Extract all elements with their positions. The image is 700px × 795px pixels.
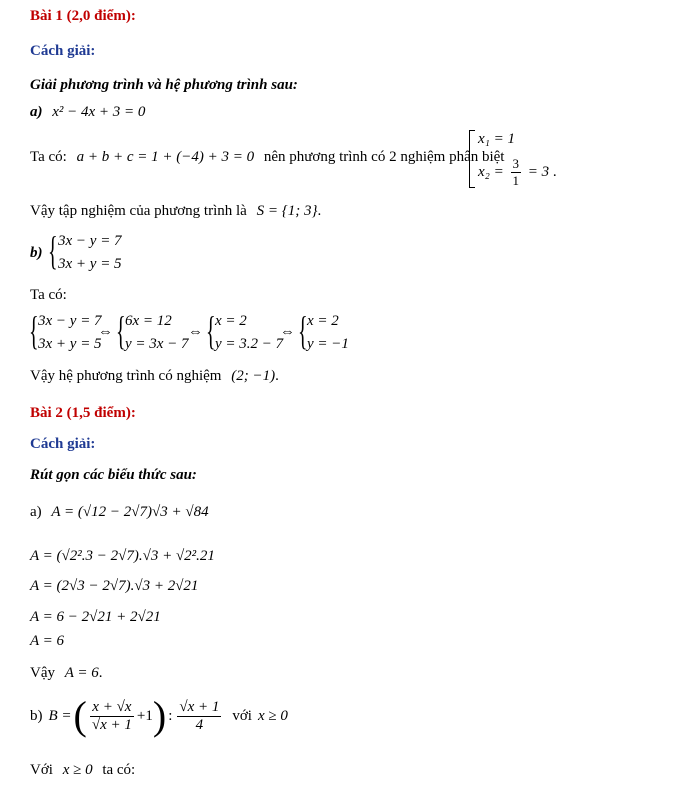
solution-set-text: Vậy tập nghiệm của phương trình là bbox=[30, 203, 247, 219]
chain3-eq1: x = 2 bbox=[215, 313, 247, 329]
step-3: A = 6 − 2√21 + 2√21 bbox=[30, 609, 161, 625]
bai2-final-line bbox=[30, 762, 135, 779]
chain-brace-1: { bbox=[29, 308, 39, 353]
chain2-eq2: y = 3x − 7 bbox=[125, 336, 189, 352]
fraction-numerator: √x + 1 bbox=[179, 698, 220, 715]
b-rhs-fraction bbox=[177, 699, 221, 734]
conclusion-value: A = 6 bbox=[64, 665, 99, 681]
bai2-conclusion bbox=[30, 665, 103, 682]
part-a-label: a) bbox=[30, 504, 42, 520]
chain2-eq1: 6x = 12 bbox=[125, 313, 172, 329]
root-2-lhs: x₂ = bbox=[478, 163, 504, 180]
equivalence-arrow-3: ⇔ bbox=[280, 324, 295, 340]
roots-bracket bbox=[469, 130, 475, 188]
taco-label: Ta có: bbox=[30, 149, 67, 165]
expression-a: A = (√12 − 2√7)√3 + √84 bbox=[51, 504, 209, 520]
bai1-discriminant-line bbox=[30, 149, 504, 166]
b-lhs: B = bbox=[48, 707, 72, 724]
fraction-denominator: √x + 1 bbox=[91, 716, 132, 733]
equation-a: x² − 4x + 3 = 0 bbox=[52, 104, 146, 120]
period: . bbox=[98, 665, 103, 681]
part-b-label: b) bbox=[30, 245, 43, 261]
final-text: Với bbox=[30, 762, 53, 778]
fraction-denominator: 4 bbox=[195, 716, 204, 733]
chain-brace-3: { bbox=[206, 308, 216, 353]
system-b-eq2: 3x + y = 5 bbox=[58, 256, 122, 272]
bai2-method-label: Cách giải: bbox=[30, 436, 96, 452]
root-2-period: . bbox=[552, 163, 557, 180]
part-b-label: b) bbox=[30, 707, 43, 724]
division-sign: : bbox=[168, 707, 173, 724]
condition-text: với bbox=[232, 707, 252, 724]
b-inner-fraction bbox=[90, 699, 134, 734]
chain1-eq1: 3x − y = 7 bbox=[38, 313, 102, 329]
left-paren: ( bbox=[73, 693, 87, 738]
bai1-method-label: Cách giải: bbox=[30, 43, 96, 59]
chain-brace-2: { bbox=[116, 308, 126, 353]
plus-one: +1 bbox=[136, 707, 153, 724]
chain3-eq2: y = 3.2 − 7 bbox=[215, 336, 284, 352]
root-2-rhs: = 3 bbox=[527, 163, 550, 180]
step-1: A = (√2².3 − 2√7).√3 + √2².21 bbox=[30, 548, 215, 564]
step-2: A = (2√3 − 2√7).√3 + 2√21 bbox=[30, 578, 199, 594]
equivalence-arrow-2: ⇔ bbox=[188, 324, 203, 340]
final-end: ta có: bbox=[102, 762, 136, 778]
final-condition: x ≥ 0 bbox=[62, 762, 93, 778]
condition: x ≥ 0 bbox=[257, 707, 288, 724]
fraction-numerator: x + √x bbox=[90, 699, 134, 717]
bai1-task: Giải phương trình và hệ phương trình sau: bbox=[30, 77, 298, 93]
bai1-heading: Bài 1 (2,0 điểm): bbox=[30, 8, 136, 24]
solution-pair: (2; −1) bbox=[231, 368, 276, 384]
root-2-fraction bbox=[511, 156, 522, 189]
conclusion-text: Vậy bbox=[30, 665, 55, 681]
bai1-solution-set-line bbox=[30, 203, 321, 220]
bai1-solution-line bbox=[30, 368, 279, 385]
root-2 bbox=[478, 156, 557, 189]
chain4-eq2: y = −1 bbox=[307, 336, 349, 352]
system-b-eq1: 3x − y = 7 bbox=[58, 233, 122, 249]
taco-label-2: Ta có: bbox=[30, 287, 67, 303]
step-4: A = 6 bbox=[30, 633, 65, 649]
bai2-part-a bbox=[30, 504, 209, 521]
fraction-numerator: 3 bbox=[512, 156, 519, 171]
bai1-part-a bbox=[30, 104, 145, 121]
chain-brace-4: { bbox=[298, 308, 308, 353]
coefficient-sum: a + b + c = 1 + (−4) + 3 = 0 bbox=[76, 149, 255, 165]
two-roots-text: nên phương trình có 2 nghiệm phân biệt bbox=[263, 149, 505, 165]
period: . bbox=[317, 203, 322, 219]
system-b-brace: { bbox=[48, 228, 58, 273]
period: . bbox=[275, 368, 279, 384]
bai2-task: Rút gọn các biểu thức sau: bbox=[30, 467, 197, 483]
right-paren: ) bbox=[152, 693, 167, 738]
fraction-denominator: 1 bbox=[512, 173, 519, 188]
chain1-eq2: 3x + y = 5 bbox=[38, 336, 102, 352]
chain4-eq1: x = 2 bbox=[307, 313, 339, 329]
solution-text: Vậy hệ phương trình có nghiệm bbox=[30, 368, 222, 384]
root-1: x₁ = 1 bbox=[478, 131, 515, 147]
bai2-heading: Bài 2 (1,5 điểm): bbox=[30, 405, 136, 421]
solution-set: S = {1; 3} bbox=[256, 203, 318, 219]
part-a-label: a) bbox=[30, 104, 43, 120]
equivalence-arrow-1: ⇔ bbox=[98, 324, 113, 340]
bai2-part-b bbox=[30, 693, 288, 738]
